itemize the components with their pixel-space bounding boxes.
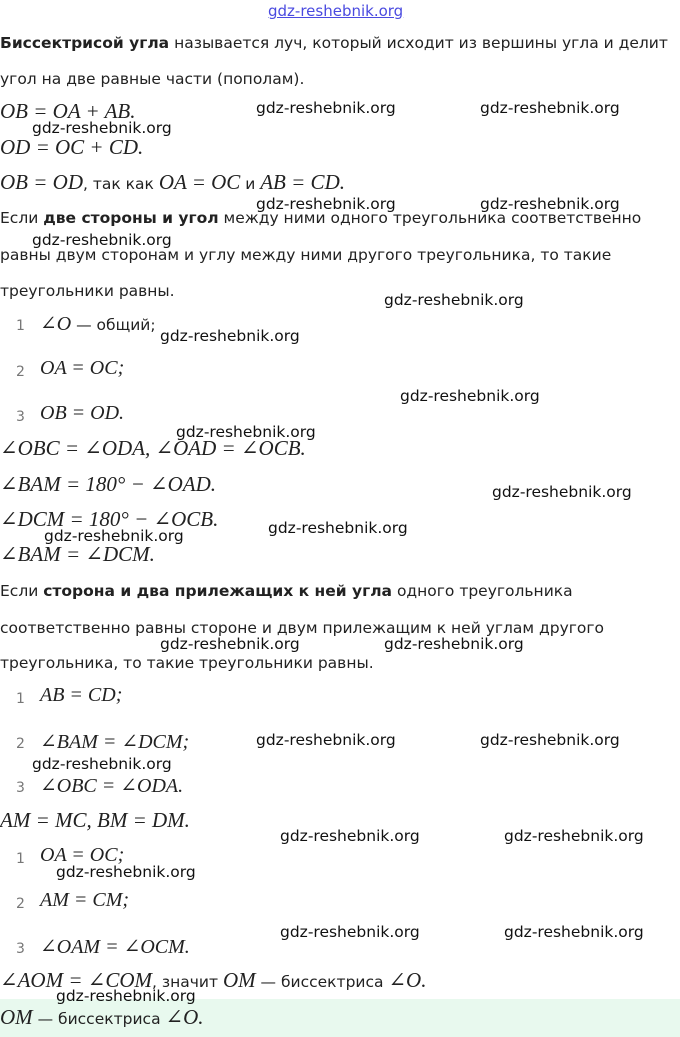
watermark: gdz-reshebnik.org: [256, 731, 396, 749]
watermark: gdz-reshebnik.org: [480, 195, 620, 213]
equation-8: AM = MC, BM = DM.: [0, 808, 190, 832]
site-link[interactable]: gdz-reshebnik.org: [268, 2, 404, 20]
math: OB = OD: [0, 170, 83, 194]
watermark: gdz-reshebnik.org: [176, 423, 316, 441]
watermark: gdz-reshebnik.org: [160, 327, 300, 345]
watermark: gdz-reshebnik.org: [44, 527, 184, 545]
list-item: ∠OAM = ∠OCM.: [40, 936, 190, 958]
text: — биссектриса: [255, 973, 389, 991]
equation-1: OB = OA + AB.: [0, 99, 136, 123]
math: .: [421, 968, 427, 992]
equation-2: OD = OC + CD.: [0, 135, 144, 159]
list-number: 1: [16, 691, 25, 707]
watermark: gdz-reshebnik.org: [268, 519, 408, 537]
list-number: 3: [16, 780, 25, 796]
watermark: gdz-reshebnik.org: [480, 99, 620, 117]
watermark: gdz-reshebnik.org: [384, 291, 524, 309]
watermark: gdz-reshebnik.org: [160, 635, 300, 653]
text: , значит: [152, 973, 223, 991]
list-number: 1: [16, 851, 25, 867]
paragraph-line: угол на две равные части (пополам).: [0, 70, 305, 88]
watermark: gdz-reshebnik.org: [280, 827, 420, 845]
paragraph-definition: [0, 34, 668, 52]
list-number: 3: [16, 941, 25, 957]
paragraph-line: треугольника, то такие треугольники равны.: [0, 654, 374, 672]
watermark: gdz-reshebnik.org: [480, 731, 620, 749]
math: OA = OC: [158, 170, 241, 194]
list-item: AM = CM;: [40, 889, 130, 911]
list-number: 1: [16, 318, 25, 334]
math: ∠O: [40, 313, 72, 335]
math: ∠AOM = ∠COM: [0, 968, 153, 992]
watermark: gdz-reshebnik.org: [32, 755, 172, 773]
math: AB = CD: [260, 170, 340, 194]
text: — общий;: [71, 316, 156, 334]
text: — биссектриса: [32, 1010, 166, 1028]
math: OM: [222, 968, 256, 992]
list-item: OB = OD.: [40, 402, 125, 424]
list-number: 2: [16, 896, 25, 912]
paragraph-line: соответственно равны стороне и двум прилежащим к ней углам другого: [0, 619, 605, 637]
answer: [0, 1005, 204, 1030]
list-number: 2: [16, 364, 25, 380]
watermark: gdz-reshebnik.org: [56, 863, 196, 881]
text: Если: [0, 582, 44, 600]
list-item: [40, 311, 156, 336]
math: .: [198, 1005, 204, 1029]
list-number: 2: [16, 736, 25, 752]
equation-6: ∠DCM = 180° − ∠OCB.: [0, 507, 219, 531]
text: между ними одного треугольника соответственно: [218, 209, 642, 227]
term-bold: Биссектрисой угла: [0, 34, 170, 52]
math: ∠O: [388, 968, 422, 992]
paragraph-text: называется луч, который исходит из вершины угла и делит: [169, 34, 668, 52]
text: и: [240, 175, 261, 193]
list-item: ∠BAM = ∠DCM;: [40, 731, 190, 753]
text: Если: [0, 209, 44, 227]
list-item: OA = OC;: [40, 844, 125, 866]
watermark: gdz-reshebnik.org: [256, 99, 396, 117]
term-bold: сторона и два прилежащих к ней угла: [43, 582, 393, 600]
math: .: [339, 170, 345, 194]
term-bold: две стороны и угол: [43, 209, 219, 227]
list-item: AB = CD;: [40, 684, 123, 706]
watermark: gdz-reshebnik.org: [256, 195, 396, 213]
equation-7: ∠BAM = ∠DCM.: [0, 542, 155, 566]
watermark: gdz-reshebnik.org: [492, 483, 632, 501]
watermark: gdz-reshebnik.org: [400, 387, 540, 405]
text: одного треугольника: [392, 582, 573, 600]
list-number: 3: [16, 409, 25, 425]
equation-4: ∠OBC = ∠ODA, ∠OAD = ∠OCB.: [0, 436, 306, 460]
math: ∠O: [165, 1005, 199, 1029]
paragraph-line: треугольники равны.: [0, 282, 175, 300]
paragraph-theorem-2: [0, 582, 573, 600]
equation-3: [0, 170, 345, 195]
paragraph-line: равны двум сторонам и углу между ними другого треугольника, то такие: [0, 246, 612, 264]
watermark: gdz-reshebnik.org: [280, 923, 420, 941]
watermark: gdz-reshebnik.org: [32, 119, 172, 137]
watermark: gdz-reshebnik.org: [384, 635, 524, 653]
watermark: gdz-reshebnik.org: [56, 987, 196, 1005]
text: , так как: [83, 175, 159, 193]
list-item: ∠OBC = ∠ODA.: [40, 775, 184, 797]
watermark: gdz-reshebnik.org: [504, 923, 644, 941]
math: OM: [0, 1005, 33, 1029]
watermark: gdz-reshebnik.org: [504, 827, 644, 845]
watermark: gdz-reshebnik.org: [32, 231, 172, 249]
equation-5: ∠BAM = 180° − ∠OAD.: [0, 472, 216, 496]
list-item: OA = OC;: [40, 357, 125, 379]
